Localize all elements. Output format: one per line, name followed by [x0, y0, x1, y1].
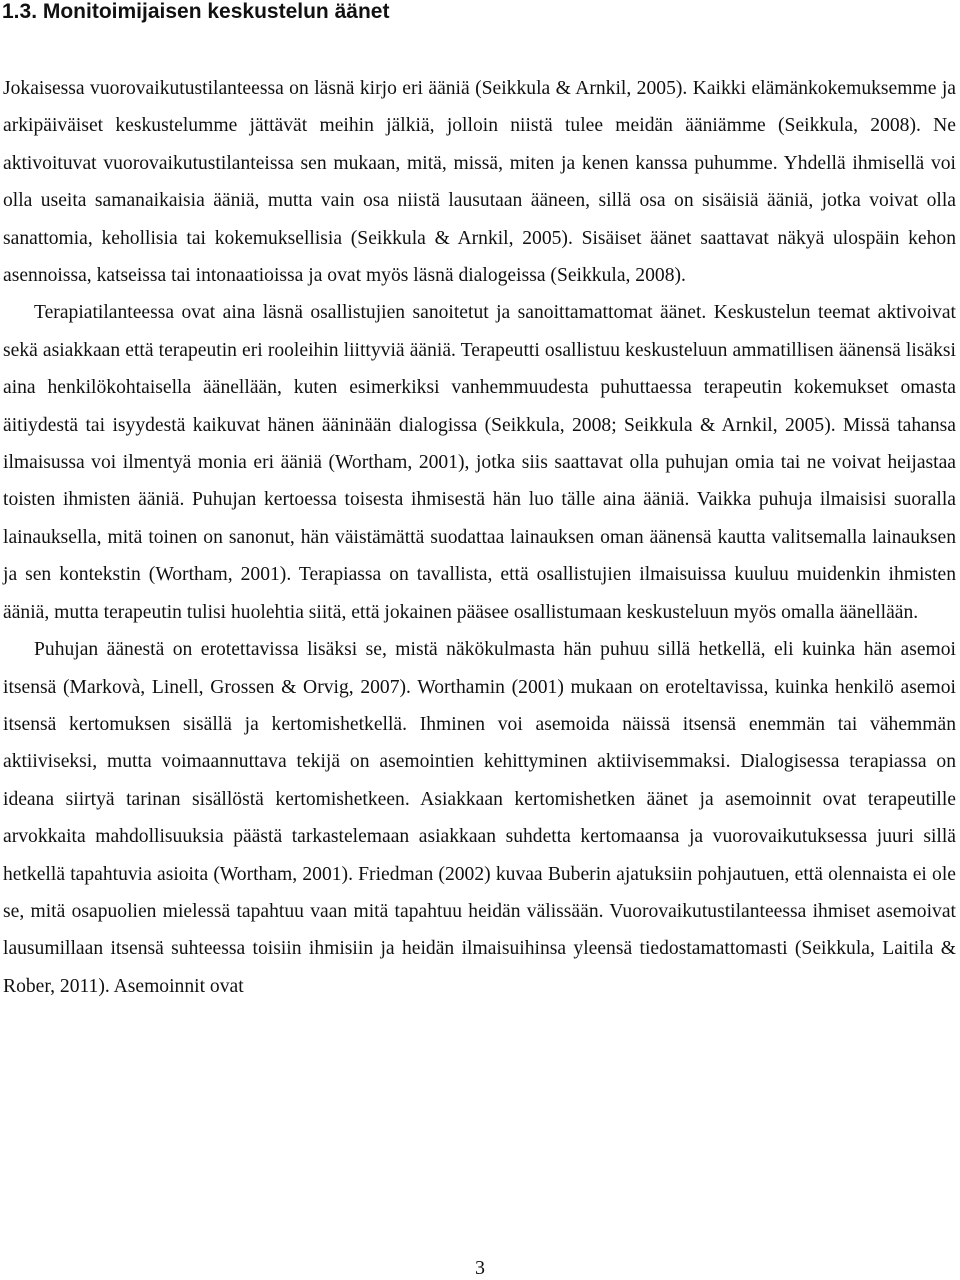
body-text: [3, 70, 956, 1005]
page-number: 3: [475, 1257, 485, 1279]
section-heading: 1.3. Monitoimijaisen keskustelun äänet: [2, 0, 390, 23]
paragraph-3: Puhujan äänestä on erotettavissa lisäksi se, mistä näkökulmasta hän puhuu sillä hetkellä, eli kuinka hän asemoi itsensä (Markovà, Linell, Grossen & Orvig, 2007). Worthamin (2001) mukaan on eroteltavissa, kuinka henkilö asemoi itsensä kertomuksen sisällä ja kertomishetkellä. Ihminen voi asemoida näissä itsensä enemmän tai vähemmän aktiiviseksi, mutta voimaannuttava tekijä on asemointien kehittyminen aktiivisemmaksi. Dialogisessa terapiassa on ideana siirtyä tarinan sisällöstä kertomishetkeen. Asiakkaan kertomishetken äänet ja asemoinnit ovat terapeutille arvokkaita mahdollisuuksia päästä tarkastelemaan asiakkaan suhdetta kertomaansa ja vuorovaikutuksessa juuri sillä hetkellä tapahtuvia asioita (Wortham, 2001). Friedman (2002) kuvaa Buberin ajatuksiin pohjautuen, että olennaista ei ole se, mitä osapuolien mielessä tapahtuu vaan mitä tapahtuu heidän välissään. Vuorovaikutustilanteessa ihmiset asemoivat lausumillaan itsensä suhteessa toisiin ihmisiin ja heidän ilmaisuihinsa yleensä tiedostamattomasti (Seikkula, Laitila & Rober, 2011). Asemoinnit ovat: [3, 639, 956, 997]
paragraph-1: Jokaisessa vuorovaikutustilanteessa on läsnä kirjo eri ääniä (Seikkula & Arnkil, 2005). Kaikki elämänkokemuksemme ja arkipäiväiset keskustelumme jättävät meihin jälkiä, jolloin niistä tulee meidän ääniämme (Seikkula, 2008). Ne aktivoituvat vuorovaikutustilanteissa sen mukaan, mitä, missä, miten ja kenen kanssa puhumme. Yhdellä ihmisellä voi olla useita samanaikaisia ääniä, mutta vain osa niistä lausutaan ääneen, sillä osa on sisäisiä ääniä, jotka voivat olla sanattomia, kehollisia tai kokemuksellisia (Seikkula & Arnkil, 2005). Sisäiset äänet saattavat näkyä ulospäin kehon asennoissa, katseissa tai intonaatioissa ja ovat myös läsnä dialogeissa (Seikkula, 2008).: [3, 78, 956, 287]
paragraph-2: Terapiatilanteessa ovat aina läsnä osallistujien sanoitetut ja sanoittamattomat äänet. Keskustelun teemat aktivoivat sekä asiakkaan että terapeutin eri rooleihin liittyviä ääniä. Terapeutti osallistuu keskusteluun ammatillisen äänensä lisäksi aina henkilökohtaisella äänellään, kuten esimerkiksi vanhemmuudesta puhuttaessa terapeutin kokemukset omasta äitiydestä tai isyydestä kaikuvat hänen ääninään dialogissa (Seikkula, 2008; Seikkula & Arnkil, 2005). Missä tahansa ilmaisussa voi ilmentyä monia eri ääniä (Wortham, 2001), jotka siis saattavat olla puhujan omia tai ne voivat heijastaa toisten ihmisten ääniä. Puhujan kertoessa toisesta ihmisestä hän luo tälle aina ääniä. Vaikka puhuja ilmaisisi suoralla lainauksella, mitä toinen on sanonut, hän väistämättä suodattaa lainauksen oman äänensä kautta valitsemalla lainauksen ja sen kontekstin (Wortham, 2001). Terapiassa on tavallista, että osallistujien ilmaisuissa kuuluu muidenkin ihmisten ääniä, mutta terapeutin tulisi huolehtia siitä, että jokainen pääsee osallistumaan keskusteluun myös omalla äänellään.: [3, 302, 956, 623]
